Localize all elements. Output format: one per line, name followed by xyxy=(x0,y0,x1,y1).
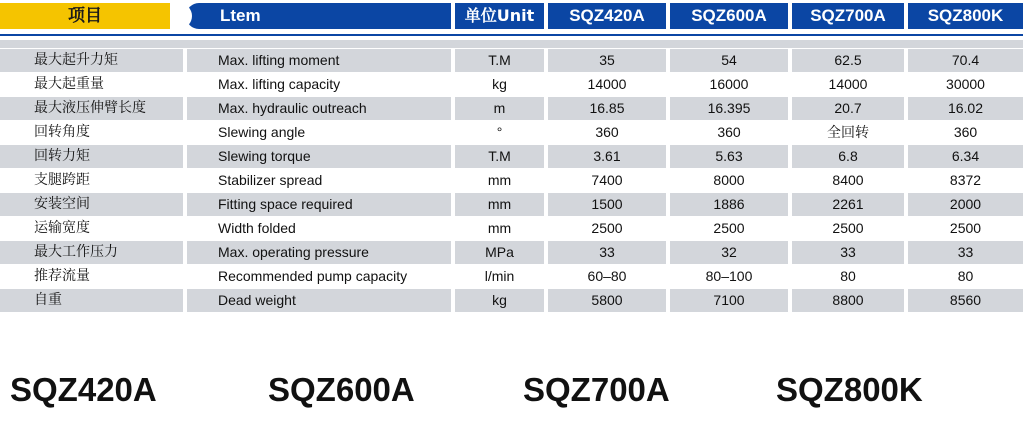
table-row xyxy=(0,73,1023,96)
spec-value-model-4: 80 xyxy=(957,268,974,284)
spec-unit: mm xyxy=(487,172,512,188)
table-row xyxy=(0,169,1023,192)
spec-unit: MPa xyxy=(455,241,544,264)
spec-value-model-2: 5.63 xyxy=(670,145,788,168)
spec-name-en: Slewing angle xyxy=(218,124,306,140)
spec-name-cn: 回转角度 xyxy=(34,124,90,140)
spec-value-model-2: 2500 xyxy=(713,220,745,236)
spec-value-model-2: 54 xyxy=(670,49,788,72)
spec-name-cn: 回转力矩 xyxy=(0,145,183,168)
header-item-en: Ltem xyxy=(186,3,451,29)
table-row xyxy=(0,97,1023,120)
table-row xyxy=(0,121,1023,144)
header-separator-line xyxy=(0,34,1023,36)
model-caption-4: SQZ800K xyxy=(776,371,923,408)
spec-unit: kg xyxy=(455,289,544,312)
spec-name-en: Stabilizer spread xyxy=(218,172,323,188)
spec-value-model-4: 33 xyxy=(908,241,1023,264)
spec-value-model-3: 6.8 xyxy=(792,145,904,168)
spec-unit: m xyxy=(455,97,544,120)
spec-value-model-4: 360 xyxy=(953,124,978,140)
spec-name-en: Width folded xyxy=(218,220,296,236)
spec-name-cn: 支腿跨距 xyxy=(34,172,90,188)
spec-name-en: Slewing torque xyxy=(187,145,451,168)
spec-value-model-4: 2000 xyxy=(908,193,1023,216)
spec-value-model-3: 8400 xyxy=(832,172,864,188)
spec-name-cn: 最大工作压力 xyxy=(0,241,183,264)
spec-value-model-2: 8000 xyxy=(713,172,745,188)
spec-value-model-1: 2500 xyxy=(591,220,623,236)
spec-unit: T.M xyxy=(455,145,544,168)
spec-name-cn: 安装空间 xyxy=(0,193,183,216)
spec-value-model-1: 5800 xyxy=(548,289,666,312)
spec-unit: T.M xyxy=(455,49,544,72)
spec-value-model-1: 35 xyxy=(548,49,666,72)
table-row xyxy=(0,265,1023,288)
spec-name-cn: 推荐流量 xyxy=(34,268,90,284)
table-header xyxy=(0,3,1023,29)
spec-value-model-1: 3.61 xyxy=(548,145,666,168)
spec-table-body xyxy=(0,49,1023,313)
spec-name-en: Max. lifting moment xyxy=(187,49,451,72)
spec-value-model-2: 80–100 xyxy=(705,268,753,284)
spec-value-model-2: 1886 xyxy=(670,193,788,216)
spec-unit: kg xyxy=(492,76,507,92)
spec-value-model-1: 360 xyxy=(595,124,619,140)
table-row xyxy=(0,193,1023,216)
spec-value-model-2: 32 xyxy=(670,241,788,264)
header-unit: 单位Unit xyxy=(455,3,544,29)
spec-value-model-1: 16.85 xyxy=(548,97,666,120)
header-model-3: SQZ700A xyxy=(792,3,904,29)
model-captions xyxy=(0,370,1023,410)
spec-value-model-3: 全回转 xyxy=(827,124,869,140)
spec-value-model-4: 16.02 xyxy=(908,97,1023,120)
spec-value-model-2: 7100 xyxy=(670,289,788,312)
spec-name-cn: 运输宽度 xyxy=(34,220,90,236)
spec-name-en: Recommended pump capacity xyxy=(218,268,408,284)
spec-value-model-4: 8372 xyxy=(949,172,982,188)
spec-value-model-3: 8800 xyxy=(792,289,904,312)
table-row xyxy=(0,145,1023,168)
spec-unit: mm xyxy=(487,220,512,236)
spec-name-en: Max. operating pressure xyxy=(187,241,451,264)
spec-value-model-3: 80 xyxy=(840,268,856,284)
model-caption-2: SQZ600A xyxy=(268,371,415,408)
header-item-cn: 项目 xyxy=(0,3,178,29)
spec-name-cn: 自重 xyxy=(0,289,183,312)
spec-value-model-1: 14000 xyxy=(587,76,627,92)
spec-value-model-4: 30000 xyxy=(946,76,985,92)
spec-value-model-2: 16000 xyxy=(709,76,749,92)
spec-name-en: Fitting space required xyxy=(187,193,451,216)
table-row xyxy=(0,217,1023,240)
spec-value-model-3: 2261 xyxy=(792,193,904,216)
spec-unit: mm xyxy=(455,193,544,216)
table-row xyxy=(0,289,1023,312)
spec-value-model-1: 60–80 xyxy=(587,268,627,284)
spec-value-model-2: 360 xyxy=(717,124,741,140)
spec-value-model-4: 8560 xyxy=(908,289,1023,312)
header-curve-divider xyxy=(170,3,192,29)
spec-value-model-3: 62.5 xyxy=(792,49,904,72)
spec-name-cn: 最大起升力矩 xyxy=(0,49,183,72)
spec-name-cn: 最大液压伸臂长度 xyxy=(0,97,183,120)
spec-value-model-1: 33 xyxy=(548,241,666,264)
header-separator-band xyxy=(0,40,1023,48)
header-model-4: SQZ800K xyxy=(908,3,1023,29)
spec-value-model-3: 20.7 xyxy=(792,97,904,120)
spec-unit: l/min xyxy=(484,268,515,284)
header-model-2: SQZ600A xyxy=(670,3,788,29)
spec-value-model-3: 2500 xyxy=(832,220,864,236)
model-caption-1: SQZ420A xyxy=(10,371,157,408)
spec-value-model-1: 1500 xyxy=(548,193,666,216)
spec-value-model-3: 14000 xyxy=(828,76,868,92)
spec-value-model-4: 70.4 xyxy=(908,49,1023,72)
spec-name-en: Max. hydraulic outreach xyxy=(187,97,451,120)
table-row xyxy=(0,49,1023,72)
spec-value-model-3: 33 xyxy=(792,241,904,264)
spec-name-en: Max. lifting capacity xyxy=(218,76,341,92)
model-caption-3: SQZ700A xyxy=(523,371,670,408)
spec-value-model-1: 7400 xyxy=(591,172,623,188)
spec-value-model-2: 16.395 xyxy=(670,97,788,120)
spec-value-model-4: 6.34 xyxy=(908,145,1023,168)
spec-value-model-4: 2500 xyxy=(949,220,982,236)
table-row xyxy=(0,241,1023,264)
spec-name-en: Dead weight xyxy=(187,289,451,312)
header-model-1: SQZ420A xyxy=(548,3,666,29)
spec-name-cn: 最大起重量 xyxy=(34,76,104,92)
spec-unit: ° xyxy=(496,124,503,140)
